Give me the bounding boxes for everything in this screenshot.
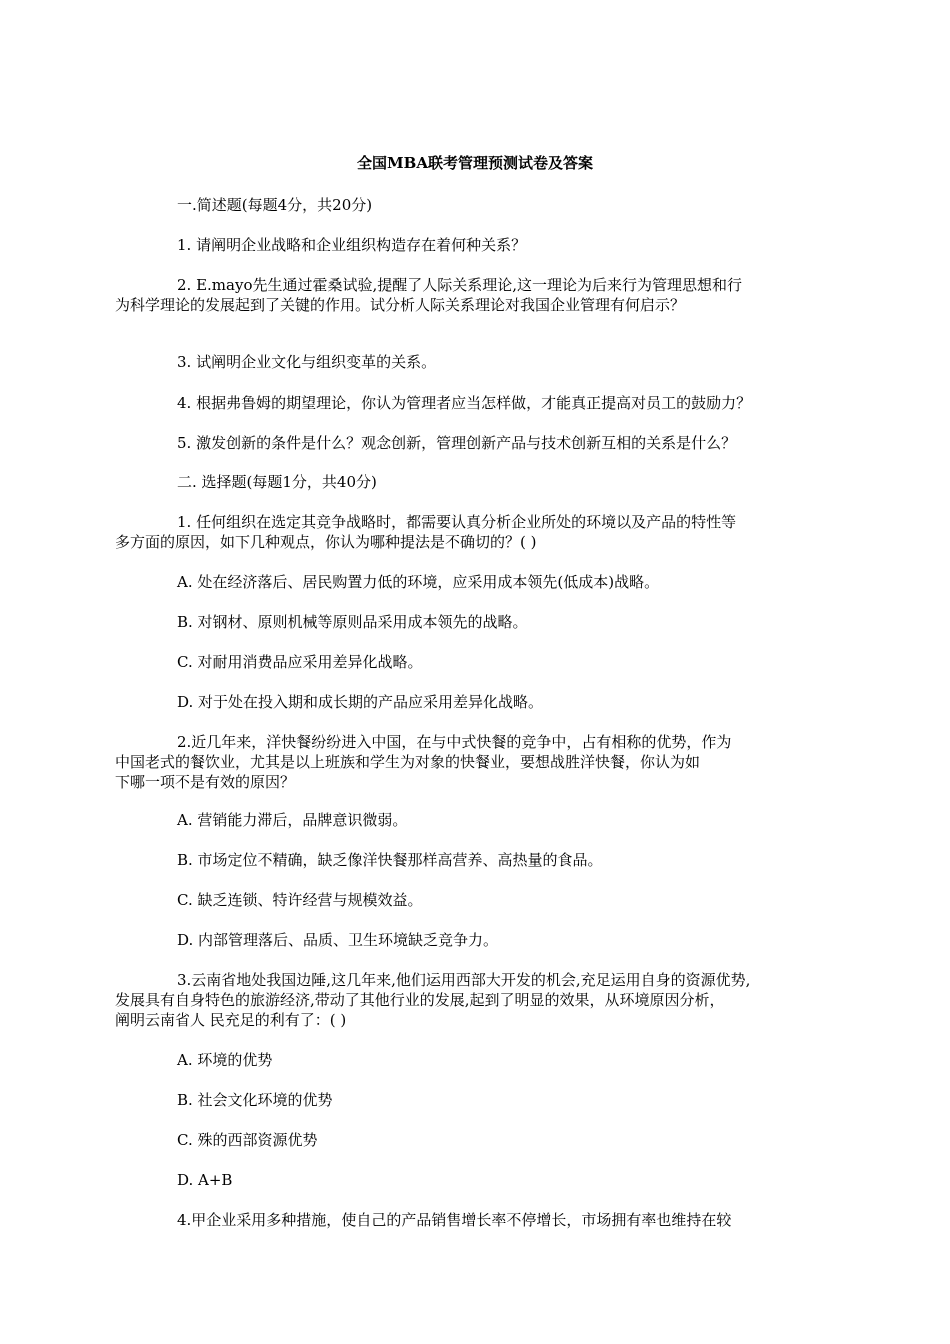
section2-heading: 二. 选择题(每题1分，共40分): [177, 473, 377, 491]
section1-question-5: 5. 激发创新的条件是什么？观念创新，管理创新产品与技术创新互相的关系是什么？: [177, 434, 737, 452]
section2-question-2-line-1: 2.近几年来，洋快餐纷纷进入中国，在与中式快餐的竞争中，占有相称的优势，作为: [177, 733, 732, 751]
section2-question-3-line-3: 阐明云南省人 民充足的利有了：( ): [115, 1011, 347, 1029]
section1-question-1: 1. 请阐明企业战略和企业组织构造存在着何种关系？: [177, 236, 527, 254]
section1-question-2: [115, 275, 806, 315]
section2-question-2-line-2: 中国老式的餐饮业，尤其是以上班族和学生为对象的快餐业，要想战胜洋快餐，你认为如: [115, 753, 701, 771]
section2-question-2: [115, 732, 806, 792]
section2-question-1-option-b: B. 对钢材、原则机械等原则品采用成本领先的战略。: [177, 613, 528, 631]
section2-question-3-line-1: 3.云南省地处我国边陲,这几年来,他们运用西部大开发的机会,充足运用自身的资源优势,: [177, 971, 751, 989]
section2-question-2-option-a: A. 营销能力滞后，品牌意识微弱。: [177, 811, 408, 829]
section2-question-2-option-d: D. 内部管理落后、品质、卫生环境缺乏竞争力。: [177, 931, 499, 949]
section2-question-2-option-b: B. 市场定位不精确，缺乏像洋快餐那样高营养、高热量的食品。: [177, 851, 603, 869]
section2-question-1-option-a: A. 处在经济落后、居民购置力低的环境，应采用成本领先(低成本)战略。: [177, 573, 660, 591]
section2-question-1: [115, 512, 806, 552]
section2-question-3-line-2: 发展具有自身特色的旅游经济,带动了其他行业的发展,起到了明显的效果，从环境原因分析，: [115, 991, 725, 1009]
section2-question-3-option-d: D. A+B: [177, 1171, 233, 1189]
section2-question-3-option-a: A. 环境的优势: [177, 1051, 273, 1069]
section2-question-3-option-b: B. 社会文化环境的优势: [177, 1091, 333, 1109]
section2-question-1-option-d: D. 对于处在投入期和成长期的产品应采用差异化战略。: [177, 693, 544, 711]
section2-question-3: [115, 970, 806, 1030]
section1-question-3: 3. 试阐明企业文化与组织变革的关系。: [177, 353, 437, 371]
section2-question-1-line-1: 1. 任何组织在选定其竞争战略时，都需要认真分析企业所处的环境以及产品的特性等: [177, 513, 737, 531]
section1-question-2-line-2: 为科学理论的发展起到了关键的作用。试分析人际关系理论对我国企业管理有何启示？: [115, 296, 686, 314]
section1-question-2-line-1: 2. E.mayo先生通过霍桑试验,提醒了人际关系理论,这一理论为后来行为管理思想和行: [177, 276, 743, 294]
section2-question-2-option-c: C. 缺乏连锁、特许经营与规模效益。: [177, 891, 423, 909]
section2-question-4: 4.甲企业采用多种措施，使自己的产品销售增长率不停增长，市场拥有率也维持在较: [177, 1211, 732, 1229]
document-title: 全国MBA联考管理预测试卷及答案: [357, 154, 593, 172]
section1-question-4: 4. 根据弗鲁姆的期望理论，你认为管理者应当怎样做，才能真正提高对员工的鼓励力？: [177, 394, 752, 412]
section1-heading: 一.简述题(每题4分，共20分): [177, 196, 373, 214]
section2-question-2-line-3: 下哪一项不是有效的原因？: [115, 773, 296, 791]
section2-question-1-option-c: C. 对耐用消费品应采用差异化战略。: [177, 653, 423, 671]
section2-question-1-line-2: 多方面的原因，如下几种观点，你认为哪种提法是不确切的？( ): [115, 533, 537, 551]
section2-question-3-option-c: C. 殊的西部资源优势: [177, 1131, 318, 1149]
